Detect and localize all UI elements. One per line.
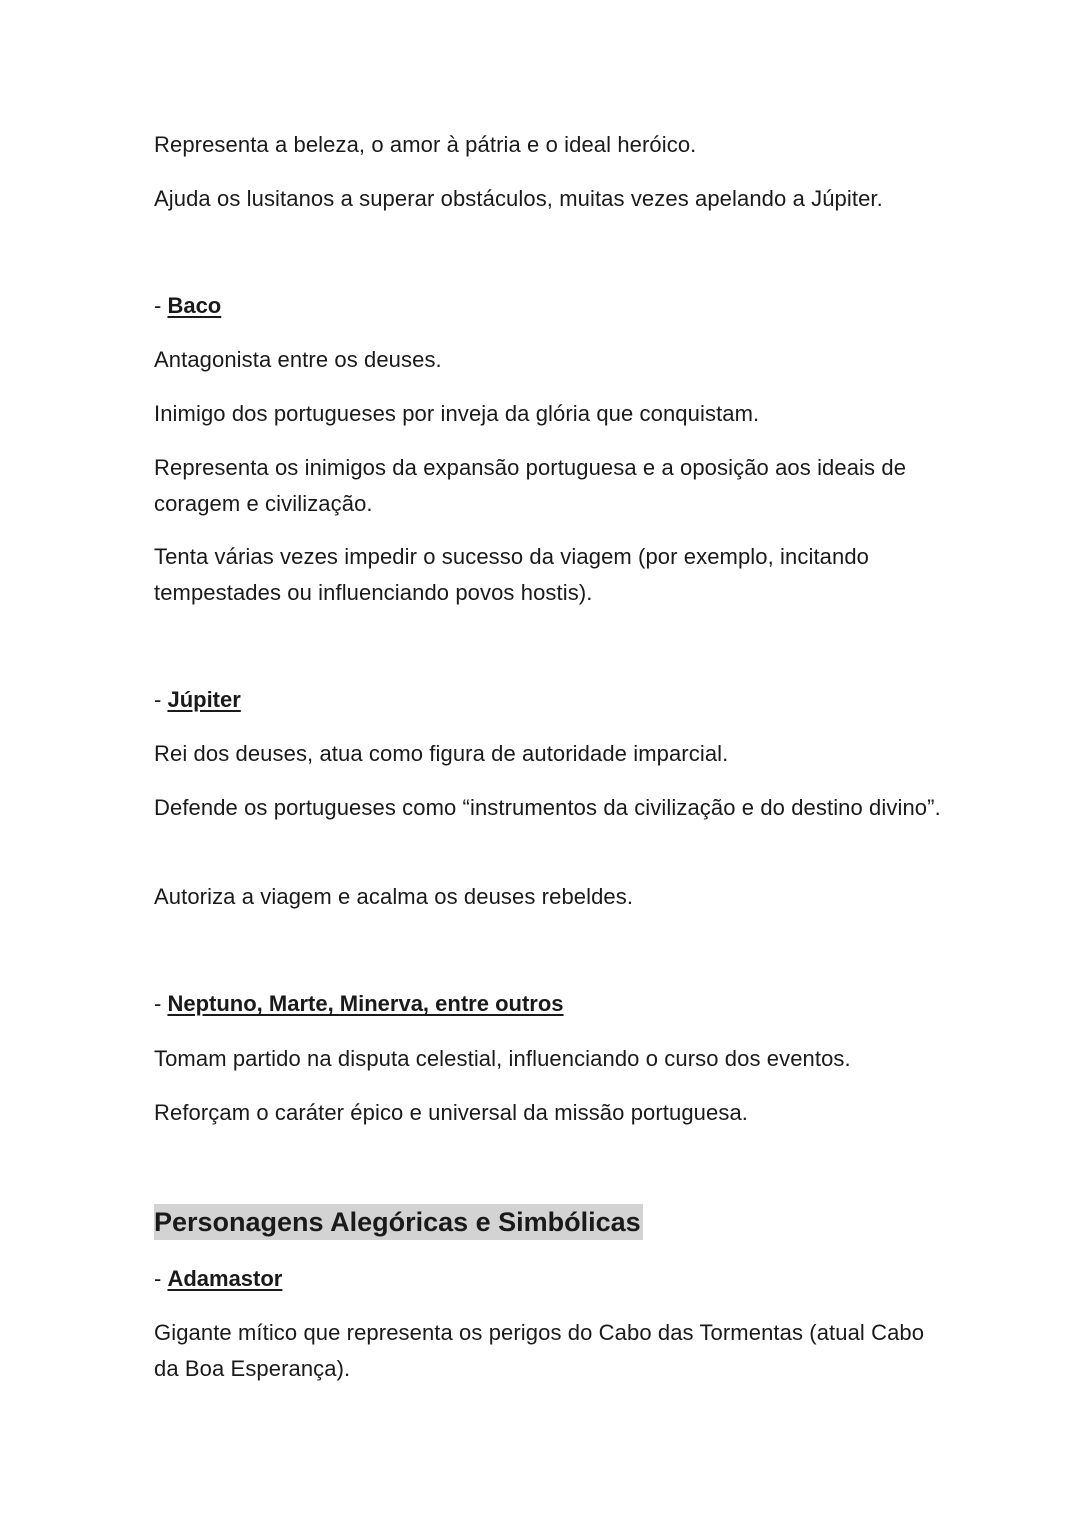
venus-paragraph-2: Ajuda os lusitanos a superar obstáculos, muitas vezes apelando a Júpiter. (154, 186, 883, 211)
baco-name: Baco (167, 293, 222, 318)
jupiter-paragraph-2: Defende os portugueses como “instrumentos da civilização e do destino divino”. (154, 795, 941, 820)
jupiter-paragraph-3: Autoriza a viagem e acalma os deuses rebeldes. (154, 884, 634, 909)
adamastor-dash: - (154, 1266, 168, 1291)
others-heading (154, 986, 564, 1022)
others-paragraph-1: Tomam partido na disputa celestial, influenciando o curso dos eventos. (154, 1046, 851, 1071)
others-paragraph-2: Reforçam o caráter épico e universal da missão portuguesa. (154, 1100, 748, 1125)
venus-paragraph-1: Representa a beleza, o amor à pátria e o ideal heróico. (154, 132, 697, 157)
others-dash: - (154, 991, 168, 1016)
baco-dash: - (154, 293, 168, 318)
jupiter-name: Júpiter (167, 687, 241, 712)
jupiter-heading (154, 682, 241, 718)
baco-paragraph-2: Inimigo dos portugueses por inveja da glória que conquistam. (154, 401, 760, 426)
adamastor-paragraph-1: Gigante mítico que representa os perigos do Cabo das Tormentas (atual Cabo da Boa Esperança). (154, 1320, 925, 1381)
baco-paragraph-4: Tenta várias vezes impedir o sucesso da viagem (por exemplo, incitando tempestades ou influenciando povos hostis). (154, 544, 870, 605)
section-title: Personagens Alegóricas e Simbólicas (154, 1204, 643, 1240)
jupiter-dash: - (154, 687, 168, 712)
adamastor-name: Adamastor (167, 1266, 283, 1291)
baco-paragraph-3: Representa os inimigos da expansão portuguesa e a oposição aos ideais de coragem e civilização. (154, 455, 907, 516)
others-name: Neptuno, Marte, Minerva, entre outros (167, 991, 564, 1016)
baco-heading (154, 288, 221, 324)
baco-paragraph-1: Antagonista entre os deuses. (154, 347, 442, 372)
adamastor-heading (154, 1261, 282, 1297)
jupiter-paragraph-1: Rei dos deuses, atua como figura de autoridade imparcial. (154, 741, 729, 766)
